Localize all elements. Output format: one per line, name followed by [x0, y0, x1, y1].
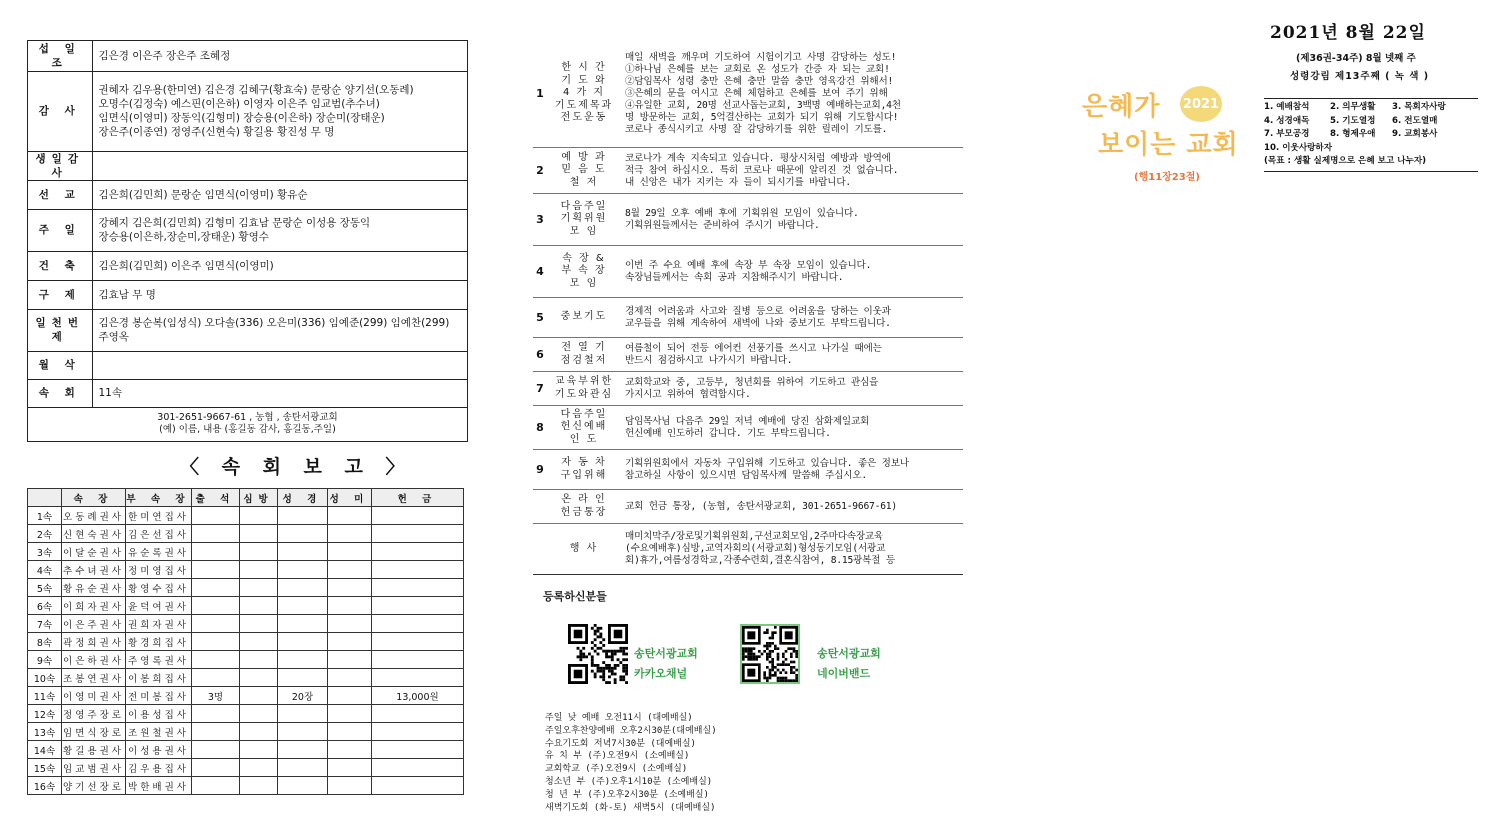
rice-offering	[328, 525, 372, 543]
group-sub-leader: 정미영집사	[126, 561, 192, 579]
attendance-row	[28, 651, 464, 669]
duty-names	[92, 351, 467, 379]
motto-line-2: 보이는 교회	[1098, 130, 1239, 160]
group-leader: 신현숙권사	[62, 525, 126, 543]
money-offering	[372, 525, 464, 543]
attendance-row	[28, 597, 464, 615]
duty-label: 생일감사	[28, 151, 92, 180]
group-leader: 이은하권사	[62, 651, 126, 669]
announcement-title: 예 방 과 믿 음 도 철 저	[561, 151, 607, 188]
schedule-line: 주일 낮 예배 오전11시 (대예배실)	[545, 713, 693, 723]
motto-line-1: 은혜가	[1082, 92, 1161, 122]
announcement-body: 8월 29일 오후 예배 후에 기획위원 모임이 있습니다. 기획위원들께서는 준비하여 주시기 바랍니다.	[625, 207, 859, 231]
announcement-number: 9	[536, 463, 544, 476]
offering-duty-table	[27, 40, 468, 442]
year-badge: 2021	[1180, 86, 1222, 122]
attendance-count	[192, 615, 240, 633]
group-leader: 이은주권사	[62, 615, 126, 633]
newcomers-heading: 등록하신분들	[543, 590, 607, 603]
schedule-line: 유 치 부 (주)오전9시 (소예배실)	[545, 751, 690, 762]
rice-offering	[328, 561, 372, 579]
kakao-qr-code[interactable]	[568, 624, 628, 684]
schedule-line: 청소년 부 (주)오후1시10분 (소예배실)	[545, 776, 713, 787]
group-number: 15속	[28, 759, 62, 777]
bible-chapters	[278, 597, 328, 615]
goals-row	[1264, 115, 1478, 129]
schedule-line: 수요기도회 저녁7시30분 (대예배실)	[545, 738, 696, 749]
group-leader: 임면식장로	[62, 723, 126, 741]
duty-names: 강혜지 김은희(김민희) 김형미 김효남 문랑순 이성용 장동익 장승용(이은하,장순미,장태운) 황영수	[92, 209, 467, 251]
attendance-count: 3명	[192, 687, 240, 705]
group-leader: 황길용권사	[62, 741, 126, 759]
attendance-count	[192, 561, 240, 579]
group-leader: 정영주장로	[62, 705, 126, 723]
money-offering: 13,000원	[372, 687, 464, 705]
duty-names: 11속	[92, 379, 467, 407]
bible-chapters	[278, 651, 328, 669]
rice-offering	[328, 633, 372, 651]
duty-label: 주 일	[28, 209, 92, 251]
kakao-qr-label	[634, 644, 698, 684]
group-sub-leader: 유순록권사	[126, 543, 192, 561]
kakao-qr-channel: 카카오채널	[634, 667, 688, 680]
goal-tagline: (목표 : 생활 실제명으로 은혜 보고 나누자)	[1264, 156, 1427, 166]
duty-row	[28, 71, 467, 151]
group-sub-leader: 주영록권사	[126, 651, 192, 669]
announcement-title: 중보기도	[560, 311, 608, 323]
offering-account-info	[28, 408, 467, 441]
goal-item: 7. 부모공경	[1264, 129, 1310, 139]
attendance-row	[28, 777, 464, 795]
visit-count	[240, 561, 278, 579]
goal-item: 2. 의무생활	[1330, 102, 1376, 112]
announcement-body: 기획위원회에서 자동차 구입위해 기도하고 있습니다. 좋은 정보나 참고하실 사항이 있으시면 담임목사께 말씀해 주십시오.	[625, 457, 909, 481]
header-visit: 심방	[240, 489, 278, 507]
money-offering	[372, 597, 464, 615]
band-qr-church: 송탄서광교회	[817, 647, 881, 660]
goal-item: 9. 교회봉사	[1392, 129, 1438, 139]
band-qr-code[interactable]	[740, 624, 800, 684]
attendance-count	[192, 777, 240, 795]
goals-row	[1264, 101, 1478, 115]
rice-offering	[328, 579, 372, 597]
announcement-number: 7	[536, 382, 544, 395]
visit-count	[240, 543, 278, 561]
announcement-body: 매일 새벽을 깨우며 기도하여 시험이기고 사명 감당하는 성도! ①하나님 은혜를 보는 교회로 온 성도가 간증 자 되는 교회! ②담임목사 성령 충만 은혜 충만 말씀 충만 영육강건 위해서! ③은혜의 문을 여시고 은혜 체험하고 은혜를 보여 주기 위해 ④유일한 교회, 20명 선교사돕는교회, 3백명 예배하는교회,4천 명 방문하는 교회, 5억결산하는 교회가 되기 위해 기도합시다! 코로나 종식시키고 사명 잘 감당하기를 위한 릴레이 기도를.	[625, 51, 901, 135]
announcement-body: 경제적 어려움과 사고와 질병 등으로 어려움을 당하는 이웃과 교우들을 위해 계속하여 새벽에 나와 중보기도 부탁드립니다.	[625, 305, 891, 329]
duty-names: 김은희(김민희) 이은주 임면식(이영미)	[92, 251, 467, 280]
attendance-row	[28, 579, 464, 597]
money-offering	[372, 579, 464, 597]
duty-names: 김은희(김민희) 문랑순 임면식(이영미) 황유순	[92, 180, 467, 209]
attendance-count	[192, 597, 240, 615]
bible-chapters: 20장	[278, 687, 328, 705]
bible-chapters	[278, 543, 328, 561]
group-sub-leader: 황영수집사	[126, 579, 192, 597]
visit-count	[240, 687, 278, 705]
announcement-number: 1	[536, 87, 544, 100]
group-number: 12속	[28, 705, 62, 723]
announcement-body: 매미치막주/장로및기획위원회,구선교회모임,2주마다속장교육 (수요예배후)심방,교역자회의(서광교회)형성동기모임(서광교 회)휴가,여름성경학교,각종수련회,결혼식참여, 8.15광복절 등	[625, 531, 895, 566]
goal-item: 5. 기도열정	[1330, 115, 1376, 126]
header-offering: 헌 금	[372, 489, 464, 507]
group-sub-leader: 김은선집사	[126, 525, 192, 543]
rice-offering	[328, 543, 372, 561]
bible-chapters	[278, 705, 328, 723]
header-attendance: 출 석	[192, 489, 240, 507]
announcement-title: 온 라 인 헌금통장	[560, 494, 608, 518]
group-number: 1속	[28, 507, 62, 525]
goal-10	[1264, 142, 1478, 156]
attendance-row	[28, 543, 464, 561]
schedule-line: 교회학교 (주)오전9시 (소예배실)	[545, 764, 688, 775]
rice-offering	[328, 759, 372, 777]
attendance-row	[28, 759, 464, 777]
bible-chapters	[278, 633, 328, 651]
announcement-item	[533, 338, 963, 372]
attendance-count	[192, 507, 240, 525]
attendance-row	[28, 561, 464, 579]
visit-count	[240, 597, 278, 615]
goal-item: 1. 예배참석	[1264, 102, 1310, 112]
announcement-title: 교육부위한 기도와관심	[554, 376, 614, 400]
account-line: 301-2651-9667-61 , 농협 , 송탄서광교회	[157, 411, 338, 423]
attendance-table	[27, 488, 463, 795]
duty-label: 구 제	[28, 280, 92, 309]
group-sub-leader: 이성용권사	[126, 741, 192, 759]
duty-row	[28, 180, 467, 209]
attendance-count	[192, 525, 240, 543]
visit-count	[240, 507, 278, 525]
attendance-row	[28, 687, 464, 705]
money-offering	[372, 669, 464, 687]
announcement-item	[533, 246, 963, 298]
rice-offering	[328, 705, 372, 723]
group-sub-leader: 이용성집사	[126, 705, 192, 723]
group-leader: 이달순권사	[62, 543, 126, 561]
bulletin-date: 2021년 8월 22일	[1270, 23, 1426, 43]
attendance-count	[192, 759, 240, 777]
group-leader: 임교범권사	[62, 759, 126, 777]
group-number: 5속	[28, 579, 62, 597]
schedule-line: 청 년 부 (주)오후2시30분 (소예배실)	[545, 789, 709, 800]
group-sub-leader: 황경희집사	[126, 633, 192, 651]
attendance-row	[28, 507, 464, 525]
bible-chapters	[278, 669, 328, 687]
account-example: (예) 이름, 내용 (홍길동 감사, 홍길동,주일)	[159, 423, 336, 435]
duty-names: 권혜자 김우용(한미연) 김은경 김혜구(황효숙) 문랑순 양기선(오동례) 오명수(김정숙) 예스핀(이은하) 이영자 이은주 임교범(추수녀) 임면식(이영미) 장동익(김형미) 장승용(이은하) 장순미(장태운) 장은주(이종연) 정영주(신현숙) 황길용 황진성 무 명	[92, 71, 467, 151]
group-number: 7속	[28, 615, 62, 633]
attendance-row	[28, 633, 464, 651]
visit-count	[240, 651, 278, 669]
announcement-body: 이번 주 수요 예배 후에 속장 부 속장 모임이 있습니다. 속장님들께서는 속회 공과 지참해주시기 바랍니다.	[625, 259, 872, 283]
announcement-item	[533, 406, 963, 450]
announcement-body: 교회학교와 중, 고등부, 청년회를 위하여 기도하고 관심을 가지시고 위하여 협력합시다.	[625, 376, 879, 400]
header-bible: 성 경	[278, 489, 328, 507]
church-goals	[1264, 98, 1478, 172]
group-leader: 오동례권사	[62, 507, 126, 525]
bible-chapters	[278, 759, 328, 777]
rice-offering	[328, 741, 372, 759]
group-number: 4속	[28, 561, 62, 579]
visit-count	[240, 633, 278, 651]
announcement-body: 교회 헌금 통장, (농협, 송탄서광교회, 301-2651-9667-61)	[625, 500, 897, 512]
visit-count	[240, 741, 278, 759]
attendance-row	[28, 669, 464, 687]
announcement-title: 다음주일 헌신예배 인 도	[560, 408, 608, 445]
bible-chapters	[278, 579, 328, 597]
group-sub-leader: 이봉희집사	[126, 669, 192, 687]
visit-count	[240, 669, 278, 687]
money-offering	[372, 759, 464, 777]
announcement-item	[533, 490, 963, 524]
money-offering	[372, 705, 464, 723]
duty-row	[28, 209, 467, 251]
announcement-title: 전 열 기 점검철저	[560, 342, 608, 366]
money-offering	[372, 507, 464, 525]
goals-row	[1264, 128, 1478, 142]
bible-chapters	[278, 777, 328, 795]
qr-pattern	[742, 626, 798, 682]
group-number: 2속	[28, 525, 62, 543]
announcement-body: 담임목사님 다음주 29일 저녁 예배에 당진 삼화제일교회 헌신예배 인도하러 갑니다. 기도 부탁드립니다.	[625, 415, 870, 439]
kakao-qr-church: 송탄서광교회	[634, 647, 698, 660]
motto-verse: (행11장23절)	[1134, 172, 1200, 183]
group-sub-leader: 전미봉집사	[126, 687, 192, 705]
group-sub-leader: 조원철권사	[126, 723, 192, 741]
group-leader: 곽정희권사	[62, 633, 126, 651]
announcement-item	[533, 298, 963, 338]
header-corner	[28, 489, 62, 507]
announcement-item	[533, 524, 963, 574]
announcement-number: 3	[536, 213, 544, 226]
group-leader: 추수녀권사	[62, 561, 126, 579]
group-sub-leader: 한미연집사	[126, 507, 192, 525]
bible-chapters	[278, 561, 328, 579]
attendance-count	[192, 741, 240, 759]
duty-label: 섭 일 조	[28, 41, 92, 71]
rice-offering	[328, 615, 372, 633]
money-offering	[372, 561, 464, 579]
qr-pattern	[568, 624, 628, 684]
duty-label: 속 회	[28, 379, 92, 407]
rice-offering	[328, 597, 372, 615]
duty-label: 월 삭	[28, 351, 92, 379]
liturgical-week: 성령강림 제13주째 ( 녹 색 )	[1290, 71, 1430, 82]
attendance-count	[192, 579, 240, 597]
group-number: 11속	[28, 687, 62, 705]
duty-row	[28, 280, 467, 309]
header-rice: 성 미	[328, 489, 372, 507]
goal-item: 4. 성경애독	[1264, 115, 1310, 126]
group-leader: 이영미권사	[62, 687, 126, 705]
duty-names: 김은경 이은주 장은주 조혜정	[92, 41, 467, 71]
announcement-title: 속 장 & 부 속 장 모 임	[561, 252, 607, 289]
header-leader: 속 장	[62, 489, 126, 507]
duty-row	[28, 351, 467, 379]
bible-chapters	[278, 525, 328, 543]
visit-count	[240, 615, 278, 633]
attendance-row	[28, 741, 464, 759]
money-offering	[372, 615, 464, 633]
attendance-count	[192, 651, 240, 669]
rice-offering	[328, 669, 372, 687]
duty-label: 일천번제	[28, 309, 92, 351]
group-sub-leader: 윤덕여권사	[126, 597, 192, 615]
bulletin-volume: (제36권-34주) 8월 넷째 주	[1296, 53, 1416, 64]
bible-chapters	[278, 723, 328, 741]
group-leader: 양기선장로	[62, 777, 126, 795]
bible-chapters	[278, 507, 328, 525]
visit-count	[240, 723, 278, 741]
worship-schedule	[545, 712, 717, 814]
group-number: 6속	[28, 597, 62, 615]
visit-count	[240, 705, 278, 723]
duty-label: 감 사	[28, 71, 92, 151]
schedule-line: 새벽기도회 (화-토) 새벽5시 (대예배실)	[545, 802, 716, 813]
duty-row	[28, 251, 467, 280]
attendance-count	[192, 705, 240, 723]
duty-row	[28, 309, 467, 351]
group-number: 14속	[28, 741, 62, 759]
announcement-item	[533, 40, 963, 148]
attendance-count	[192, 633, 240, 651]
rice-offering	[328, 507, 372, 525]
group-number: 13속	[28, 723, 62, 741]
duty-label: 선 교	[28, 180, 92, 209]
announcement-body: 코로나가 계속 지속되고 있습니다. 평상시처럼 예방과 방역에 적극 참여 하십시오. 특히 코로나 때문에 알리진 것 없습니다. 내 신앙은 내가 지키는 자 들이 되시기를 바랍니다.	[625, 152, 899, 188]
money-offering	[372, 543, 464, 561]
bible-chapters	[278, 741, 328, 759]
duty-label: 건 축	[28, 251, 92, 280]
goal-10-text: 10. 이웃사랑하자	[1264, 142, 1333, 153]
rice-offering	[328, 777, 372, 795]
announcement-number: 2	[536, 164, 544, 177]
announcement-title: 행 사	[569, 542, 599, 554]
announcement-title: 한 시 간 기 도 와 4 가 지 기도제목과 전도운동	[554, 62, 614, 124]
money-offering	[372, 651, 464, 669]
attendance-count	[192, 669, 240, 687]
group-number: 16속	[28, 777, 62, 795]
rice-offering	[328, 723, 372, 741]
duty-names	[92, 151, 467, 180]
band-qr-channel: 네이버밴드	[817, 667, 871, 680]
goal-item: 8. 형제우애	[1330, 129, 1376, 139]
visit-count	[240, 525, 278, 543]
money-offering	[372, 723, 464, 741]
header-sub-leader: 부 속 장	[126, 489, 192, 507]
announcements-list	[533, 40, 963, 575]
duty-row	[28, 151, 467, 180]
announcement-item	[533, 194, 963, 246]
attendance-count	[192, 543, 240, 561]
attendance-row	[28, 705, 464, 723]
announcement-title: 다음주일 기획위원 모 임	[560, 200, 608, 237]
announcement-number: 5	[536, 311, 544, 324]
money-offering	[372, 777, 464, 795]
announcement-item	[533, 148, 963, 194]
attendance-row	[28, 723, 464, 741]
duty-names: 김효남 무 명	[92, 280, 467, 309]
group-number: 3속	[28, 543, 62, 561]
attendance-count	[192, 723, 240, 741]
group-number: 9속	[28, 651, 62, 669]
band-qr-label	[817, 644, 881, 684]
goal-item: 6. 전도열매	[1392, 115, 1438, 126]
announcement-item	[533, 372, 963, 406]
announcement-number: 4	[536, 265, 544, 278]
schedule-line: 주일오후찬양예배 오후2시30분(대예배실)	[545, 725, 717, 736]
visit-count	[240, 777, 278, 795]
group-sub-leader: 김우용집사	[126, 759, 192, 777]
money-offering	[372, 741, 464, 759]
rice-offering	[328, 687, 372, 705]
bible-chapters	[278, 615, 328, 633]
money-offering	[372, 633, 464, 651]
group-leader: 조봉연권사	[62, 669, 126, 687]
duty-row	[28, 379, 467, 407]
goal-item: 3. 목회자사랑	[1392, 102, 1446, 112]
group-number: 8속	[28, 633, 62, 651]
group-number: 10속	[28, 669, 62, 687]
visit-count	[240, 759, 278, 777]
announcement-body: 여름철이 되어 전등 에어컨 선풍기를 쓰시고 나가실 때에는 반드시 점검하시고 나가시기 바랍니다.	[625, 342, 882, 366]
group-sub-leader: 권희자권사	[126, 615, 192, 633]
duty-names: 김은경 봉순복(임성식) 오다솔(336) 오은미(336) 임예준(299) 임예찬(299) 주영옥	[92, 309, 467, 351]
attendance-title: 〈 속 회 보 고 〉	[180, 456, 413, 478]
group-leader: 황유순권사	[62, 579, 126, 597]
announcement-number: 6	[536, 348, 544, 361]
announcement-number: 8	[536, 421, 544, 434]
announcement-item	[533, 450, 963, 490]
rice-offering	[328, 651, 372, 669]
attendance-header-row	[28, 489, 464, 507]
visit-count	[240, 579, 278, 597]
duty-row	[28, 41, 467, 71]
attendance-row	[28, 615, 464, 633]
announcement-title: 자 동 차 구입위해	[560, 457, 608, 481]
group-leader: 이희자권사	[62, 597, 126, 615]
group-sub-leader: 박한배권사	[126, 777, 192, 795]
attendance-row	[28, 525, 464, 543]
